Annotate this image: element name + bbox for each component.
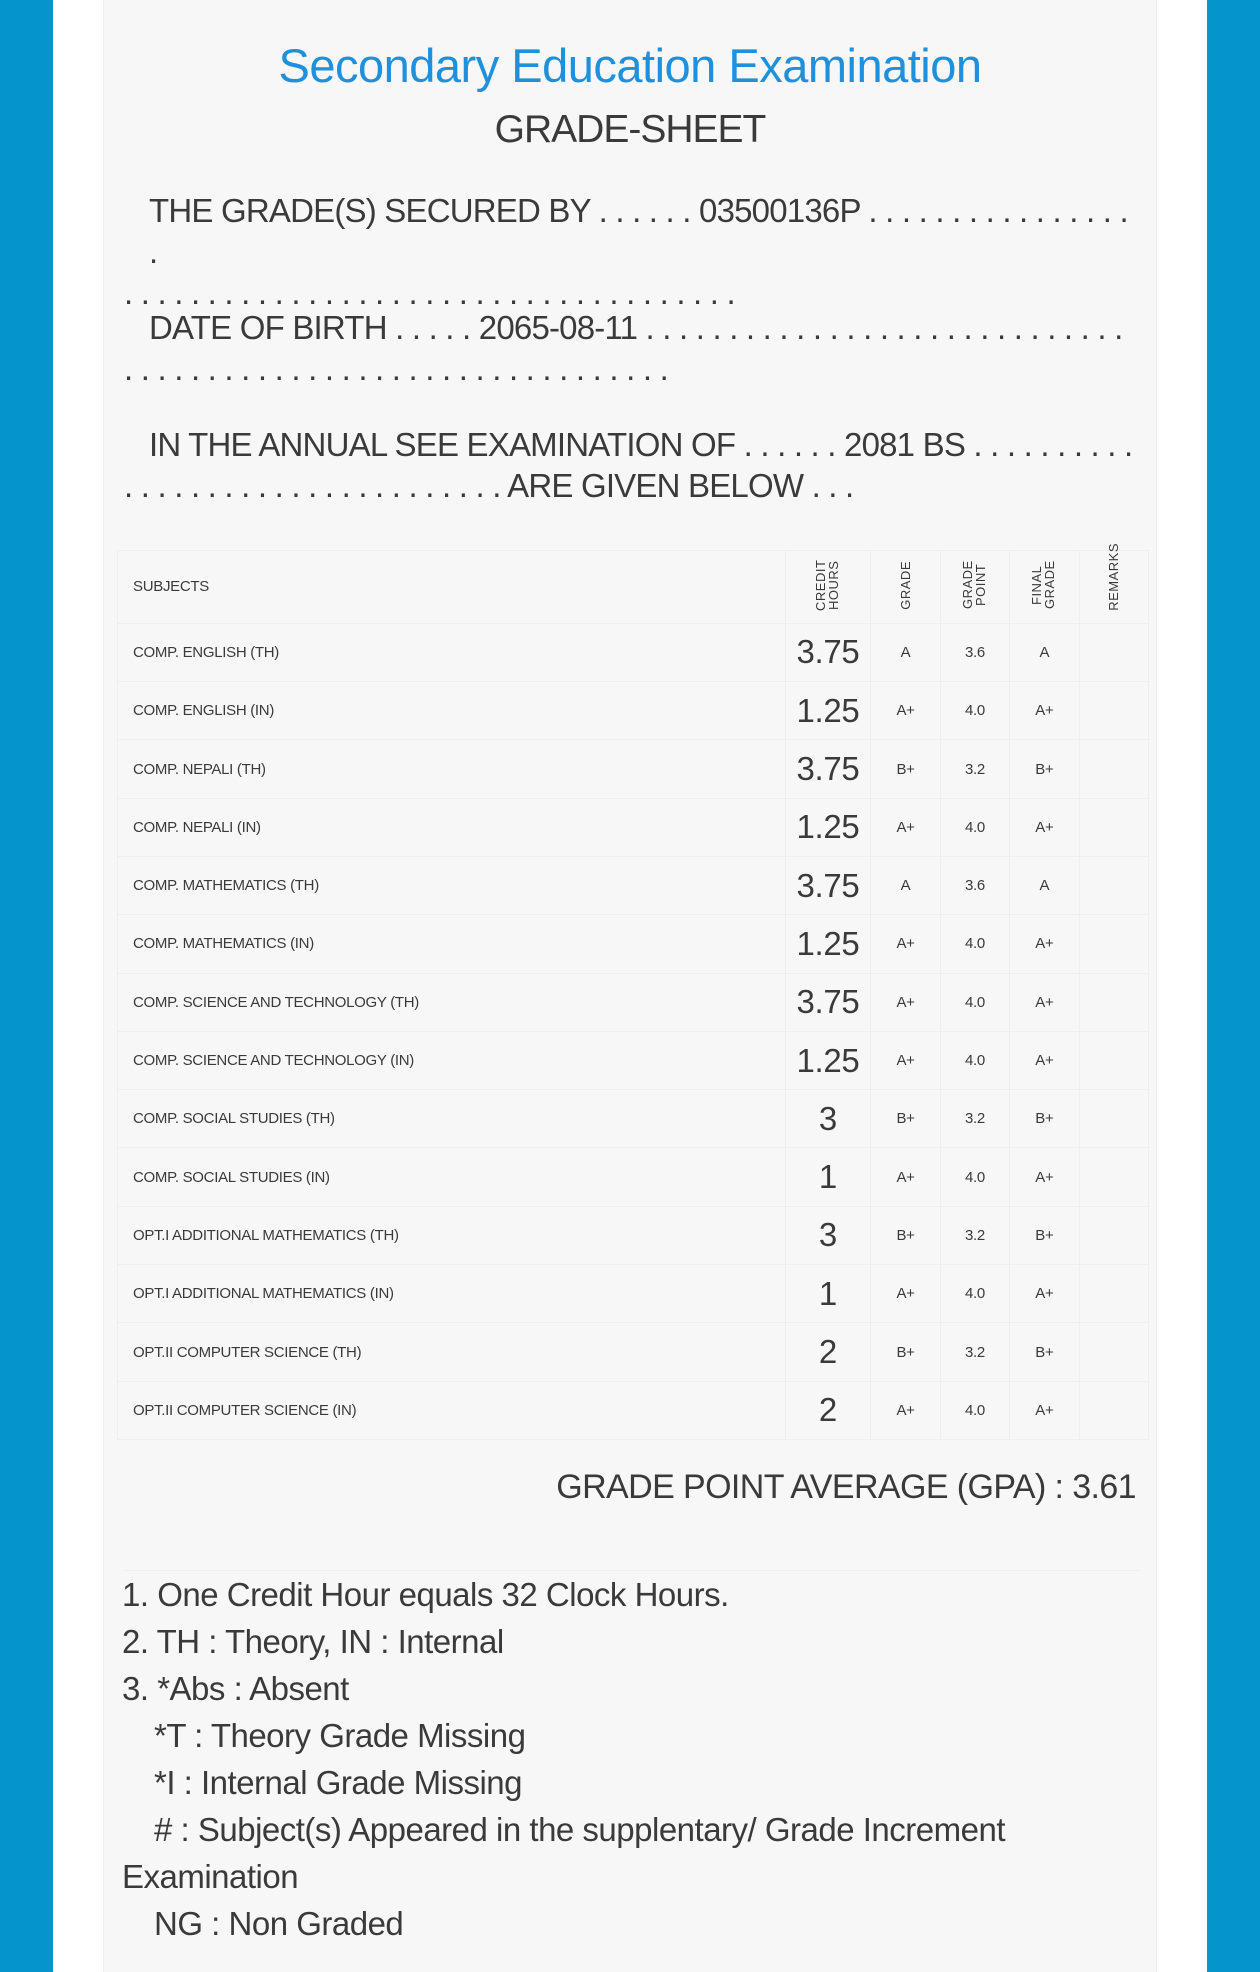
- grade-cell: B+: [871, 1090, 940, 1148]
- grade-sheet-panel: [103, 0, 1157, 1972]
- final-grade-cell: B+: [1010, 740, 1079, 798]
- subject-cell: OPT.II COMPUTER SCIENCE (IN): [118, 1381, 786, 1439]
- grade-cell: A: [871, 623, 940, 681]
- subject-cell: OPT.I ADDITIONAL MATHEMATICS (TH): [118, 1206, 786, 1264]
- grade-cell: A+: [871, 1381, 940, 1439]
- grade-cell: A: [871, 856, 940, 914]
- table-row: [118, 740, 1149, 798]
- remarks-cell: [1079, 915, 1148, 973]
- credit-hours-cell: 3.75: [785, 623, 871, 681]
- remarks-cell: [1079, 1381, 1148, 1439]
- final-grade-cell: B+: [1010, 1323, 1079, 1381]
- note-item: *I : Internal Grade Missing: [154, 1764, 522, 1801]
- credit-hours-cell: 1.25: [785, 915, 871, 973]
- note-item: *T : Theory Grade Missing: [154, 1717, 526, 1754]
- grade-cell: A+: [871, 798, 940, 856]
- remarks-cell: [1079, 1148, 1148, 1206]
- grade-cell: A+: [871, 1148, 940, 1206]
- table-row: [118, 798, 1149, 856]
- subject-cell: COMP. ENGLISH (TH): [118, 623, 786, 681]
- notes-section: [122, 1570, 1142, 1947]
- secured-by-line: [124, 190, 1144, 313]
- credit-hours-cell: 3.75: [785, 740, 871, 798]
- final-grade-cell: A+: [1010, 1148, 1079, 1206]
- table-row: [118, 856, 1149, 914]
- exam-line: [124, 424, 1144, 506]
- dob-line: [124, 307, 1144, 389]
- table-row: [118, 1031, 1149, 1089]
- dob-dots: . . . . . . . . . . . . . . . . . . . . . . . . . . . . . . . . .: [124, 350, 668, 387]
- subject-cell: COMP. MATHEMATICS (IN): [118, 915, 786, 973]
- table-row: [118, 1265, 1149, 1323]
- credit-hours-cell: 3.75: [785, 856, 871, 914]
- table-row: [118, 915, 1149, 973]
- table-row: [118, 973, 1149, 1031]
- table-row: [118, 1381, 1149, 1439]
- remarks-cell: [1079, 1265, 1148, 1323]
- final-grade-cell: B+: [1010, 1090, 1079, 1148]
- header-grade-point: [940, 551, 1009, 624]
- header-subjects: SUBJECTS: [118, 551, 786, 624]
- table-row: [118, 1206, 1149, 1264]
- grade-cell: B+: [871, 740, 940, 798]
- grade-cell: A+: [871, 1031, 940, 1089]
- table-row: [118, 623, 1149, 681]
- subject-cell: COMP. MATHEMATICS (TH): [118, 856, 786, 914]
- grade-cell: A+: [871, 915, 940, 973]
- subject-cell: COMP. NEPALI (TH): [118, 740, 786, 798]
- table-row: [118, 1148, 1149, 1206]
- note-item: Examination: [122, 1858, 299, 1895]
- grade-cell: B+: [871, 1323, 940, 1381]
- grades-table: [117, 543, 1149, 1440]
- gpa-summary: GRADE POINT AVERAGE (GPA) : 3.61: [556, 1468, 1136, 1506]
- final-grade-cell: A+: [1010, 1381, 1079, 1439]
- secured-by-dots: . . . . . . . . . . . . . . . . . . . . . . . . . . . . . . . . . . . . .: [124, 274, 735, 311]
- remarks-cell: [1079, 1206, 1148, 1264]
- header-grade-label: GRADE: [898, 560, 914, 610]
- credit-hours-cell: 1.25: [785, 682, 871, 740]
- remarks-cell: [1079, 740, 1148, 798]
- credit-hours-cell: 2: [785, 1323, 871, 1381]
- final-grade-cell: A: [1010, 856, 1079, 914]
- grade-point-cell: 4.0: [940, 1148, 1009, 1206]
- note-item: NG : Non Graded: [154, 1905, 404, 1942]
- page-title: Secondary Education Examination: [278, 39, 982, 92]
- grade-point-cell: 4.0: [940, 1031, 1009, 1089]
- subject-cell: COMP. NEPALI (IN): [118, 798, 786, 856]
- final-grade-cell: A+: [1010, 1031, 1079, 1089]
- page-subtitle: GRADE-SHEET: [494, 108, 766, 151]
- grade-point-cell: 4.0: [940, 682, 1009, 740]
- exam-text: IN THE ANNUAL SEE EXAMINATION OF . . . . . . 2081 BS . . . . . . . . . .: [149, 426, 1133, 463]
- final-grade-cell: A+: [1010, 1265, 1079, 1323]
- credit-hours-cell: 1.25: [785, 1031, 871, 1089]
- table-row: [118, 682, 1149, 740]
- final-grade-cell: A+: [1010, 973, 1079, 1031]
- table-row: [118, 1323, 1149, 1381]
- header-final-grade: [1010, 551, 1079, 624]
- grade-cell: A+: [871, 973, 940, 1031]
- remarks-cell: [1079, 682, 1148, 740]
- grade-point-cell: 4.0: [940, 1265, 1009, 1323]
- grade-point-cell: 3.2: [940, 1323, 1009, 1381]
- header-final-label: FINAL GRADE: [1029, 560, 1058, 610]
- grade-cell: A+: [871, 682, 940, 740]
- grade-point-cell: 3.2: [940, 1090, 1009, 1148]
- subject-cell: OPT.I ADDITIONAL MATHEMATICS (IN): [118, 1265, 786, 1323]
- credit-hours-cell: 3: [785, 1206, 871, 1264]
- subject-cell: COMP. ENGLISH (IN): [118, 682, 786, 740]
- note-item: 2. TH : Theory, IN : Internal: [122, 1623, 504, 1660]
- credit-hours-cell: 2: [785, 1381, 871, 1439]
- secured-by-text: THE GRADE(S) SECURED BY . . . . . . 03500136P . . . . . . . . . . . . . . . . .: [149, 192, 1128, 270]
- subject-cell: COMP. SCIENCE AND TECHNOLOGY (IN): [118, 1031, 786, 1089]
- remarks-cell: [1079, 798, 1148, 856]
- subject-cell: COMP. SCIENCE AND TECHNOLOGY (TH): [118, 973, 786, 1031]
- remarks-cell: [1079, 1323, 1148, 1381]
- subject-cell: COMP. SOCIAL STUDIES (TH): [118, 1090, 786, 1148]
- grade-cell: A+: [871, 1265, 940, 1323]
- note-item: 1. One Credit Hour equals 32 Clock Hours.: [122, 1576, 729, 1613]
- credit-hours-cell: 1.25: [785, 798, 871, 856]
- exam-text-cont: . . . . . . . . . . . . . . . . . . . . . . . ARE GIVEN BELOW . . .: [124, 467, 854, 504]
- final-grade-cell: A: [1010, 623, 1079, 681]
- note-item: 3. *Abs : Absent: [122, 1670, 349, 1707]
- dob-text: DATE OF BIRTH . . . . . 2065-08-11 . . . . . . . . . . . . . . . . . . . . . . . . . . . . .: [149, 309, 1123, 346]
- table-row: [118, 1090, 1149, 1148]
- grade-point-cell: 3.6: [940, 856, 1009, 914]
- header-remarks: [1079, 543, 1148, 624]
- subject-cell: OPT.II COMPUTER SCIENCE (TH): [118, 1323, 786, 1381]
- grade-point-cell: 4.0: [940, 973, 1009, 1031]
- remarks-cell: [1079, 973, 1148, 1031]
- grade-cell: B+: [871, 1206, 940, 1264]
- header-point-label: GRADE POINT: [959, 560, 988, 610]
- credit-hours-cell: 1: [785, 1265, 871, 1323]
- table-header-row: [118, 551, 1149, 624]
- final-grade-cell: A+: [1010, 682, 1079, 740]
- header-grade: [871, 551, 940, 624]
- credit-hours-cell: 1: [785, 1148, 871, 1206]
- grade-point-cell: 3.2: [940, 1206, 1009, 1264]
- header-credit-label: CREDIT HOURS: [812, 559, 841, 611]
- remarks-cell: [1079, 623, 1148, 681]
- final-grade-cell: A+: [1010, 798, 1079, 856]
- remarks-cell: [1079, 1031, 1148, 1089]
- note-item: # : Subject(s) Appeared in the supplentary/ Grade Increment: [154, 1811, 1005, 1848]
- header-credit-hours: [785, 551, 871, 624]
- final-grade-cell: B+: [1010, 1206, 1079, 1264]
- subject-cell: COMP. SOCIAL STUDIES (IN): [118, 1148, 786, 1206]
- remarks-cell: [1079, 1090, 1148, 1148]
- credit-hours-cell: 3.75: [785, 973, 871, 1031]
- credit-hours-cell: 3: [785, 1090, 871, 1148]
- header-remarks-label: REMARKS: [1106, 543, 1122, 611]
- grade-point-cell: 3.2: [940, 740, 1009, 798]
- final-grade-cell: A+: [1010, 915, 1079, 973]
- grade-point-cell: 3.6: [940, 623, 1009, 681]
- remarks-cell: [1079, 856, 1148, 914]
- grade-point-cell: 4.0: [940, 798, 1009, 856]
- grade-point-cell: 4.0: [940, 915, 1009, 973]
- grade-point-cell: 4.0: [940, 1381, 1009, 1439]
